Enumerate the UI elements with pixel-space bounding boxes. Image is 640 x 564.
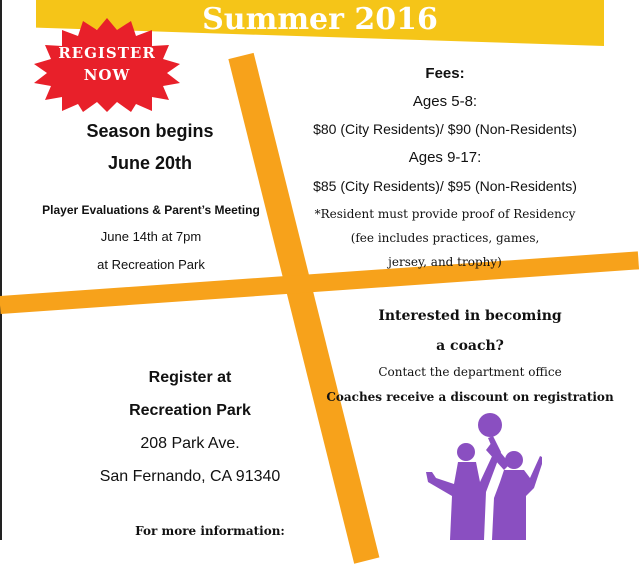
fees-note-includes: (fee includes practices, games,	[350, 231, 540, 245]
evaluations-date: June 14th at 7pm	[100, 229, 202, 244]
coach-heading-line1: Interested in becoming	[378, 308, 562, 324]
page-title: Summer 2016	[202, 2, 438, 37]
coach-contact: Contact the department office	[378, 365, 562, 379]
fees-group1-prices: $80 (City Residents)/ $90 (Non-Residents)	[313, 121, 577, 137]
register-line2: Recreation Park	[129, 402, 251, 419]
fees-note-items: jersey, and trophy)	[388, 255, 502, 269]
register-line1: Register at	[148, 369, 232, 386]
fees-note-residency: *Resident must provide proof of Residency	[314, 207, 576, 221]
page-edge	[0, 0, 2, 540]
more-info-label: For more information:	[135, 524, 285, 538]
coach-heading-line2: a coach?	[436, 338, 504, 354]
fees-title: Fees:	[425, 65, 465, 82]
evaluations-title: Player Evaluations & Parent’s Meeting	[42, 203, 260, 217]
starburst-badge-icon	[30, 16, 184, 112]
fees-group1-label: Ages 5-8:	[412, 93, 478, 110]
fees-group2-prices: $85 (City Residents)/ $95 (Non-Residents)	[313, 178, 577, 194]
season-begins-label: Season begins	[86, 121, 214, 141]
register-address-city: San Fernando, CA 91340	[99, 468, 281, 485]
badge-line-2: NOW	[83, 66, 131, 84]
badge-line-1: REGISTER	[58, 44, 156, 62]
coach-discount: Coaches receive a discount on registration	[326, 390, 614, 404]
register-address-street: 208 Park Ave.	[140, 435, 240, 452]
evaluations-location: at Recreation Park	[97, 257, 205, 272]
fees-group2-label: Ages 9-17:	[408, 149, 482, 166]
season-start-date: June 20th	[107, 153, 193, 173]
basketball-players-icon	[422, 412, 542, 540]
